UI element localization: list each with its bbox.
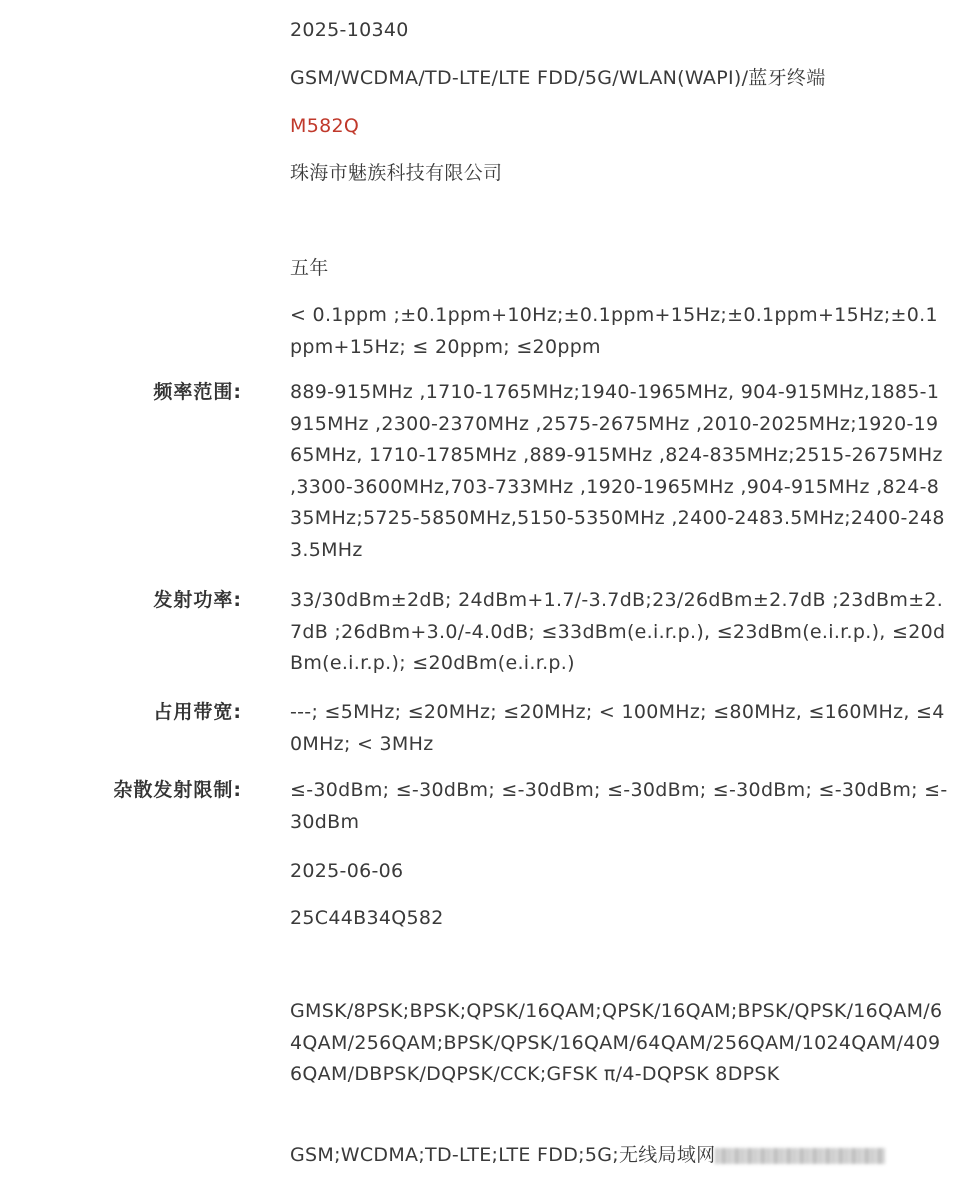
device-name: GSM/WCDMA/TD-LTE/LTE FDD/5G/WLAN(WAPI)/蓝牙终端 — [290, 67, 826, 89]
occupied-bandwidth-label: 占用带宽: — [153, 701, 242, 723]
network-types: GSM;WCDMA;TD-LTE;LTE FDD;5G;无线局域网 — [290, 1144, 716, 1166]
spurious-emission-value: ≤-30dBm; ≤-30dBm; ≤-30dBm; ≤-30dBm; ≤-30dBm; ≤-30dBm; ≤-30dBm — [290, 779, 948, 833]
frequency-tolerance: < 0.1ppm ;±0.1ppm+10Hz;±0.1ppm+15Hz;±0.1ppm+15Hz;±0.1ppm+15Hz; ≤ 20ppm; ≤20ppm — [290, 304, 938, 358]
approval-number: 2025-10340 — [290, 19, 409, 41]
model-number: M582Q — [290, 115, 360, 137]
frequency-range-label: 频率范围: — [153, 381, 242, 403]
modulation-modes: GMSK/8PSK;BPSK;QPSK/16QAM;QPSK/16QAM;BPSK/QPSK/16QAM/64QAM/256QAM;BPSK/QPSK/16QAM/64QAM/256QAM/1024QAM/4096QAM/DBPSK/DQPSK/CCK;GFSK π/4-DQPSK 8DPSK — [290, 1000, 943, 1085]
occupied-bandwidth-value: ---; ≤5MHz; ≤20MHz; ≤20MHz; < 100MHz; ≤80MHz, ≤160MHz, ≤40MHz; < 3MHz — [290, 701, 945, 755]
transmit-power-label: 发射功率: — [153, 589, 242, 611]
network-types-line — [290, 1143, 950, 1167]
certificate-number: 25C44B34Q582 — [290, 907, 444, 929]
transmit-power-value: 33/30dBm±2dB; 24dBm+1.7/-3.7dB;23/26dBm±2.7dB ;23dBm±2.7dB ;26dBm+3.0/-4.0dB; ≤33dBm(e.i.r.p.), ≤23dBm(e.i.r.p.), ≤20dBm(e.i.r.p.); ≤20dBm(e.i.r.p.) — [290, 589, 946, 674]
issue-date: 2025-06-06 — [290, 860, 404, 882]
applicant-company: 珠海市魅族科技有限公司 — [290, 162, 503, 184]
validity-period: 五年 — [290, 257, 329, 279]
spurious-emission-label: 杂散发射限制: — [113, 779, 242, 801]
frequency-range-value: 889-915MHz ,1710-1765MHz;1940-1965MHz, 904-915MHz,1885-1915MHz ,2300-2370MHz ,2575-2675MHz ,2010-2025MHz;1920-1965MHz, 1710-1785MHz ,889-915MHz ,824-835MHz;2515-2675MHz ,3300-3600MHz,703-733MHz ,1920-1965MHz ,904-915MHz ,824-835MHz;5725-5850MHz,5150-5350MHz ,2400-2483.5MHz;2400-2483.5MHz — [290, 381, 945, 561]
blurred-text-region — [715, 1148, 885, 1164]
